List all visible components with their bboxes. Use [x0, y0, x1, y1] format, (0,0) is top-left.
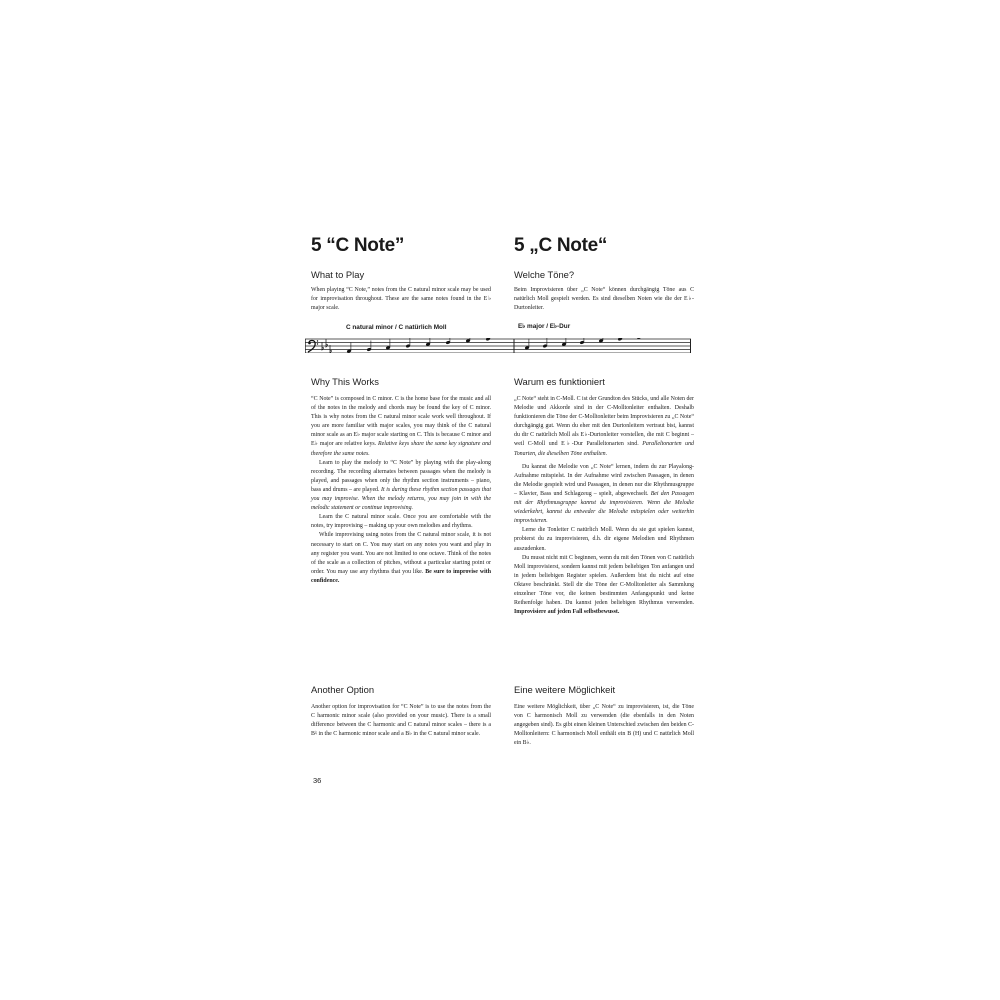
italic-text: Paralleltonarten und Tonarten, die dieselben Töne enthalten. [514, 441, 694, 457]
paragraph: Learn the C natural minor scale. Once you are comfortable with the notes, try improvising – making up your own melodies and rhythms. [311, 514, 491, 530]
music-staff [305, 338, 695, 353]
paragraph [514, 463, 694, 527]
paragraph [311, 395, 491, 459]
page-number: 36 [313, 776, 322, 785]
section-heading-why-this-works: Why This Works [311, 376, 379, 387]
section-heading-welche-toene: Welche Töne? [514, 269, 575, 280]
paragraph: Lerne die Tonleiter C natürlich Moll. Wenn du sie gut spielen kannst, probierst du zu improvisieren, d.h. dir eigene Melodien und Rhythmen auszudenken. [514, 527, 694, 552]
italic-text: Bei den Passagen mit der Rhythmusgruppe kannst du improvisieren. Wenn die Melodie wiederkehrt, kannst du entweder die Melodie mitspielen oder weiterhin improvisieren. [514, 490, 694, 525]
paragraph [514, 395, 694, 459]
text-run: “C Note” is composed in C minor. C is the home base for the music and all of the notes in the melody and chords may be found the key of C minor. This is why notes from the C natural minor scale work well throughout. If you are more familiar with major scales, you may think of the C natural minor scale as an E♭ major scale starting on C. This is because C minor and E♭ major are relative keys. [311, 396, 491, 448]
text-run: „C Note“ steht in C-Moll. C ist der Grundton des Stücks, und alle Noten der Melodie und Akkorde sind in der C-Molltonleiter enthalten. Deshalb funktionieren die Töne der C-Molltonleiter beim Improvisieren zu „C Note“ durchgängig gut. Wenn du eher mit den Durtonleitern vertraut bist, kannst du dir C natürlich Moll als E♭-Durtonleiter vorstellen, die mit C beginnt – weil C-Moll und E♭-Dur Paralleltonarten sind. [514, 396, 694, 448]
section-heading-what-to-play: What to Play [311, 269, 365, 280]
text-run: Du musst nicht mit C beginnen, wenn du mit den Tönen von C natürlich Moll improvisierst, sondern kannst mit jedem beliebigen Ton anfangen und in jedem beliebigen Register spielen. Außerdem bist du nicht auf eine Oktave beschränkt. Stell dir die Töne der C-Molltonleiter als Sammlung einzelner Töne vor, die keinen bestimmten Anfangspunkt und keine Reihenfolge haben. Du kannst jeden beliebigen Rhythmus verwenden. [514, 554, 694, 607]
text-run: Du kannst die Melodie von „C Note“ lernen, indem du zur Playalong-Aufnahme mitspielst. In der Aufnahme wird zwischen Passagen, in denen die Melodie gespielt wird und Passagen, in denen nur die Rhythmusgruppe – Klavier, Bass und Schlagzeug – spielt, abgewechselt. [514, 463, 694, 497]
section-warum [514, 395, 694, 617]
paragraph [514, 554, 694, 618]
scale-notes [347, 338, 661, 353]
bold-text: Be sure to improvise with confidence. [311, 568, 491, 584]
chapter-title-german: 5 „C Note“ [514, 235, 608, 256]
bold-text: Improvisiere auf jeden Fall selbstbewusst. [514, 609, 620, 616]
text-run: While improvising using notes from the C natural minor scale, it is not necessary to start on C. You may start on any notes you want and play in any register you want. You are not limited to one octave. Think of the notes of the scale as a collection of pitches, without a particular starting point or order. You may use any rhythms that you like. [311, 532, 491, 575]
chapter-title: 5 “C Note” [311, 235, 405, 256]
section-heading-weitere: Eine weitere Möglichkeit [514, 684, 616, 695]
section-why-this-works [311, 395, 491, 586]
paragraph [311, 459, 491, 514]
italic-text: It is during these rhythm section passages that you may improvise. When the melody returns, you may join in with the melodic statement or continue improvising. [311, 486, 491, 512]
italic-text: Relative keys share the same key signature and therefore the same notes. [311, 441, 491, 457]
staff-label-german: E♭ major / E♭-Dur [518, 323, 571, 330]
paragraph-weitere: Eine weitere Möglichkeit, über „C Note“ zu improvisieren, ist, die Töne von C harmonisch Moll zu verwenden (die ebenfalls in den Noten angegeben sind). Es gibt einen kleinen Unterschied zwischen den beiden C-Molltonleitern: C harmonisch Moll enthält ein B (H) und C natürlich Moll ein B♭. [514, 704, 694, 747]
paragraph-welche-toene: Beim Improvisieren über „C Note“ können durchgängig Töne aus C natürlich Moll gespielt werden. Es sind dieselben Noten wie die der E♭-Durtonleiter. [514, 287, 694, 312]
text-run: Learn to play the melody to “C Note” by playing with the play-along recording. The recording alternates between passages when the melody is played, and passages when only the rhythm section instruments – piano, bass and drums – are played. [311, 459, 491, 493]
section-heading-warum: Warum es funktioniert [514, 376, 605, 387]
paragraph [311, 531, 491, 586]
section-heading-another-option: Another Option [311, 684, 375, 695]
paragraph-what-to-play: When playing “C Note,” notes from the C natural minor scale may be used for improvisation throughout. These are the same notes found in the E♭ major scale. [311, 287, 491, 312]
staff-label: C natural minor / C natürlich Moll [346, 324, 447, 331]
paragraph-another-option: Another option for improvisation for “C Note” is to use the notes from the C harmonic minor scale (also provided on your music). There is a small difference between the C harmonic and C natural minor scales – there is a B♮ in the C harmonic minor scale and a B♭ in the C natural minor scale. [311, 704, 491, 738]
